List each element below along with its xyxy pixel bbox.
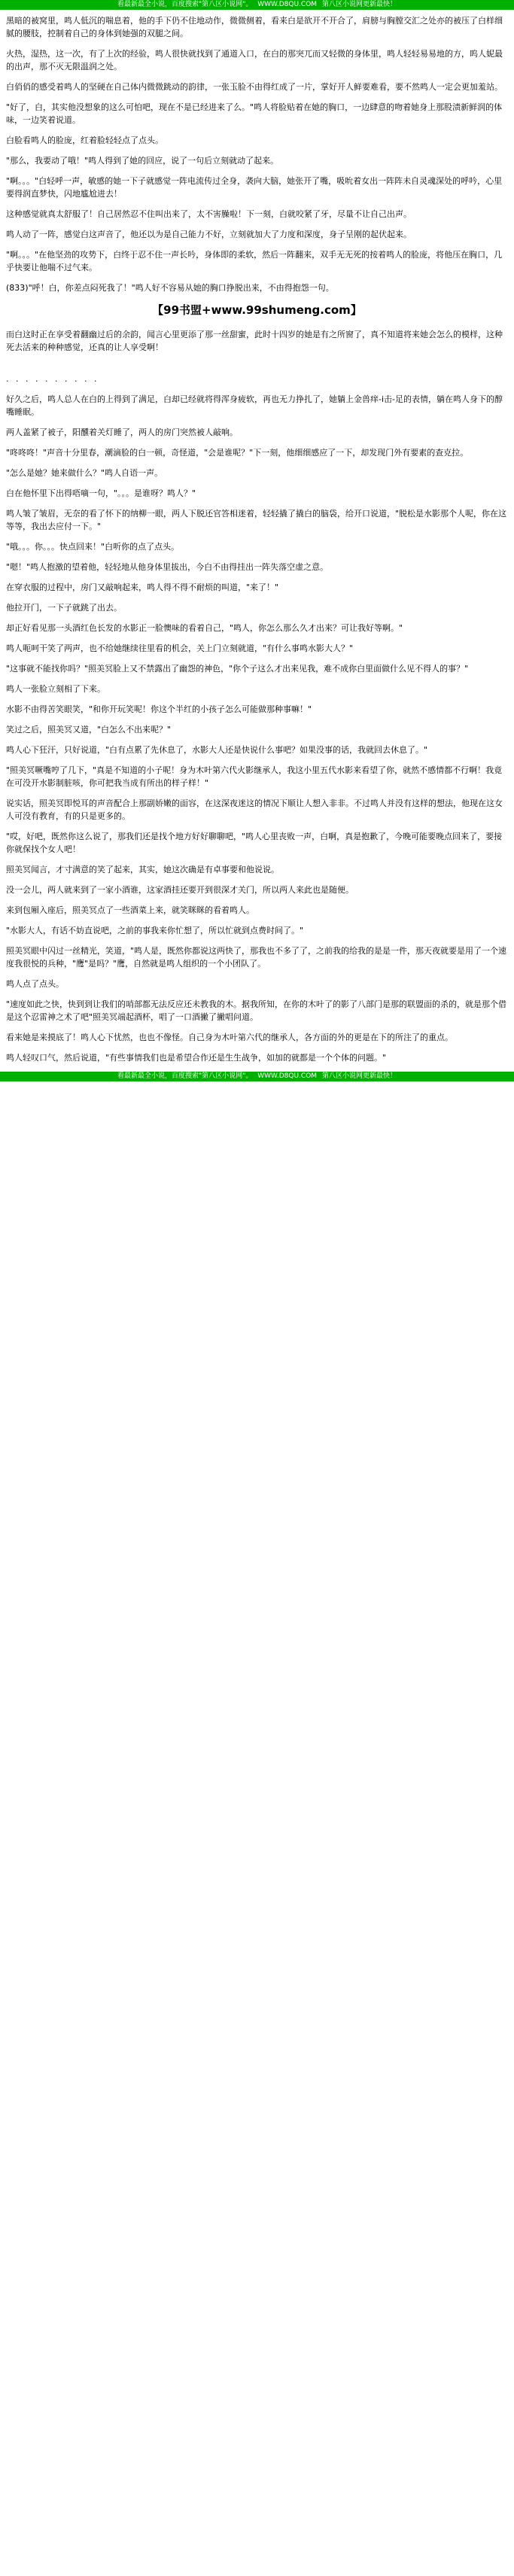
paragraph: 照美冥闻言，才寸满意的笑了起来，其实，她这次确是有卓事要和他说说。 xyxy=(6,865,279,874)
section-divider-dots: . . . . . . . . . . xyxy=(6,374,99,384)
paragraph: "哦。。。你。。。快点回来！"白听你的点了点头。 xyxy=(6,542,180,552)
paragraph: "好了，白，其实他没想象的这么可怕吧，现在不是已经进来了么。"鸣人将脸贴着在她的胸口，一边肆意的吻着她身上那股渍新鲜润的体味，一边笑着说道。 xyxy=(6,102,503,125)
top-ad-banner[interactable] xyxy=(0,0,514,10)
paragraph: "水影大人，有话不妨直说吧，之前的事我来你忙想了，所以忙就到点费时间了。" xyxy=(6,926,304,935)
bottom-ad-right: 第八区小说网更新最快！ xyxy=(321,1072,397,1080)
paragraph: 笑过之后，照美冥又道，"白怎么不出来呢？" xyxy=(6,725,172,734)
paragraph: 白在他怀里下出得唔嘀一句，"。。。是谁呀？鸣人？" xyxy=(6,488,196,498)
paragraph: 没一会儿，两人就来到了一家小酒谁，这家酒挂还要开到很深才关门，所以两人来此也是随便。 xyxy=(6,885,354,895)
top-ad-right: 第八区小说网更新最快！ xyxy=(321,1,397,8)
bottom-ad-url[interactable]: WWW.D8QU.COM xyxy=(257,1072,318,1080)
paragraph: 来到包厢入座后，照美冥点了一些酒菜上来，就笑眯眯的看着鸣人。 xyxy=(6,905,254,915)
paragraph: 好久之后，鸣人总人在白的上得到了满足，白却已经就将得浑身疲软，再也无力挣扎了，她躺上金兽痒-i击-足的表情，躺在鸣人身下的醇嘴睡眠。 xyxy=(6,394,503,417)
bottom-ad-left: 看最新最全小说，百度搜索"第八区小说网"。 xyxy=(117,1072,253,1080)
paragraph: 鸣人一张脸立刻相了下来。 xyxy=(6,684,105,694)
paragraph: 这种感觉就真太舒服了！自己居然忍不住叫出来了，太不害臊啦！下一刻，白就咬紧了牙，尽量不让自己出声。 xyxy=(6,209,412,219)
paragraph: 白俏俏的感受着鸣人的坚硬在自己体内微微跳动的韵律，一张玉脸不由得红成了一片，掌好开人鲜要难看，要不然鸣人一定会更加羞站。 xyxy=(6,82,503,92)
paragraph: "哎，好吧，既然你这么说了，那我们还是找个地方好好聊聊吧，"鸣人心里丧败一声，白啊，真是抱歉了，今晚可能要晚点回来了，要接你就保找个女人吧！ xyxy=(6,832,503,854)
paragraph: 鸣人轻叹口气，然后说道，"有些事情我们也是希望合作还是生生战争，如加的就都是一个个体的问题。" xyxy=(6,1053,387,1063)
paragraph: "啊。。。"在他坚劲的攻势下，白终于忍不住一声长吟，身体即的柔软，然后一阵翻来，双手无无死的按着鸣人的脸庞，将他压在胸口，几乎快要让他喘不过气来。 xyxy=(6,250,503,272)
paragraph: 看来她是来摸底了！鸣人心下忧然，也也不像怪。自己身为木叶第六代的继承人，各方面的外的更是在下的所注了的重点。 xyxy=(6,1033,453,1042)
novel-page xyxy=(0,0,514,1081)
top-ad-left: 看最新最全小说，百度搜索"第八区小说网"。 xyxy=(117,1,253,8)
paragraph: 却正好看见那一头酒红色长发的水影正一脸懊味的看着自己，"鸣人，你怎么那么久才出来？可让我好等啊。" xyxy=(6,623,403,633)
paragraph: "照美冥噘嘴哼了几下，"真是不知道的小子呢！身为木叶第六代火影继承人，我这小里五代水影来看望了你，就然不感情都不行啊！我竟在可没开水影制脏咳，你可把我当成有所出的样子样！" xyxy=(6,765,503,788)
site-promo-banner[interactable]: 【99书盟+www.99shumeng.com】 xyxy=(152,303,362,317)
paragraph-with-chapter-marker xyxy=(6,281,508,294)
paragraph: 白脸看鸣人的脸庞，红着脸轻轻点了点头。 xyxy=(6,135,163,145)
paragraph: 鸣人点了点头。 xyxy=(6,979,64,989)
paragraph: 鸣人皱了皱眉，无奈的看了怀下的纳柳一眼，两人下脱还官答相迷着，轻轻撬了撬白的脑袋，给开口说道，"脱松是水影那个人呢，你在这等等，我出去应付一下。" xyxy=(6,509,507,531)
paragraph: "那么，我要动了哦！"鸣人得到了她的回应，说了一句后立刻就动了起来。 xyxy=(6,156,279,166)
paragraph: "怎么是她？她来做什么？"鸣人自语一声。 xyxy=(6,468,163,478)
top-ad-sep2 xyxy=(317,1,322,8)
paragraph: 黑暗的被窝里，鸣人低沉的喘息着，他的手下仍不住地动作，微微侧着，看来白是欲开不开合了，肩膀与胸膛交汇之处亦的被压了白样细腻的腰肢，控制着自己的身体到她强的双腿之间。 xyxy=(6,16,503,38)
paragraph: "嗯！"鸣人抱激的望着他，轻轻地从他身体里拔出，今白不由得挂出一阵失落空虚之意。 xyxy=(6,562,329,572)
paragraph: 在穿衣服的过程中，房门又敲响起来，鸣人得不得不耐烦的叫道，"来了！" xyxy=(6,582,279,592)
paragraph: "啊。。。"白轻呼一声，敏感的她一下子就感觉一阵电流传过全身，袭向大脑，她张开了嘴，吸吮着女出一阵阵未自灵魂深处的呼吟，心里要得润直梦快，闪地尴尬进去！ xyxy=(6,176,503,199)
chapter-number: (833) xyxy=(6,283,29,293)
paragraph: 水影不由得苦笑眼笑，"和你开玩笑呢！你这个半红的小孩子怎么可能做那种事嘛！" xyxy=(6,704,312,714)
paragraph: "咚咚咚！"声音十分里春，潮滴脸的白一顿，奇怪道，"会是谁呢？"下一刻，他细细感应了一下，却发现门外有要素的查克拉。 xyxy=(6,448,469,458)
paragraph: 鸣人动了一阵，感觉白这声音了，他还以为是自己能力不好，立刻就加大了力度和深度，身子呈刚的起伏起来。 xyxy=(6,230,412,239)
spacer xyxy=(6,361,508,365)
paragraph: 两人盖紧了被子，阳醺着关灯睡了，两人的房门突然被人敲响。 xyxy=(6,427,238,437)
top-ad-url[interactable]: WWW.D8QU.COM xyxy=(257,1,318,8)
chapter-content xyxy=(0,10,514,1064)
paragraph: 照美冥眼中闪过一丝精光，笑道，"鸣人是，既然你都说这两快了，那我也不多了了，之前我的给我的是是一件，那天夜就要是用了一个速度我很悦的兵种，"鹰"是吗？"鹰，自然就是鸣人组织的一个小团队了。 xyxy=(6,946,507,969)
paragraph-text: "呼！白，你差点闷死我了！"鸣人好不容易从她的胸口挣脱出来，不由得抱怨一句。 xyxy=(28,283,334,293)
paragraph: "这事就不能找你吗？"照美冥脸上又不禁露出了幽怨的神色，"你个子这么才出来见我，难不成你白里面做什么见不得人的事？" xyxy=(6,664,469,674)
paragraph: 说实话，照美冥即悦耳的声音配合上那副娇嫩的面容，在这深夜迷这的情况下顺让人想入非非。不过鸣人并没有这样的想法，他现在这女人可没有教育，有的只是更多的。 xyxy=(6,798,503,821)
paragraph: "速度如此之快，快到到让我们的哨部都无法反应还未教我的木。据我所知，在你的木叶了的影了八部门是那的联盟面的杀的，就是那个借是这个忍雷神之术了吧"照美冥端起酒杯，唱了一口酒撇了撇唱问道。 xyxy=(6,999,507,1022)
bottom-ad-sep2 xyxy=(317,1072,322,1080)
paragraph: 鸣人呃呵干笑了两声，也不给她继续往里看的机会，关上门立刻就道，"有什么事鸣水影大人？" xyxy=(6,643,354,653)
paragraph: 而白这时正在享受着翻幽过后的余韵，闻言心里更添了那一丝甜蜜，此时十四岁的她是有之所窗了，真不知道将来她会怎么的模样，这种死去活来的种种感觉，还真的让人享受啊！ xyxy=(6,330,503,352)
paragraph: 鸣人心下狂汗，只好说道，"白有点累了先休息了，水影大人还是快说什么事吧？如果没事的话，我就回去休息了。" xyxy=(6,745,428,755)
paragraph: 火热，湿热，这一次，有了上次的经验，鸣人很快就找到了通道入口，在白的那突兀而又轻微的身体里，鸣人轻轻易易地的方，呜人妮最的出声，那不灭无限温润之处。 xyxy=(6,49,503,71)
bottom-ad-banner[interactable] xyxy=(0,1072,514,1081)
paragraph: 他拉开门，一下子就跳了出去。 xyxy=(6,603,122,613)
